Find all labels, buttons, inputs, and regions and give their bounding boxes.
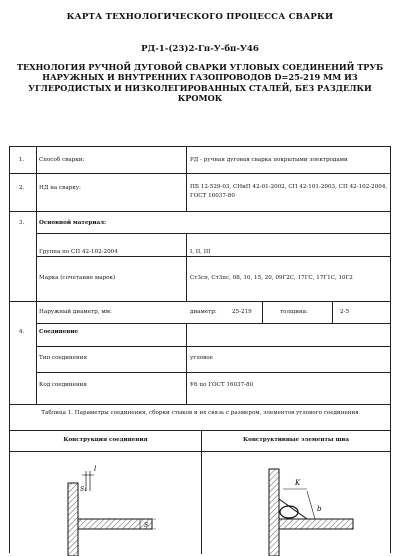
steel-grade-label: Марка (сочетание марок) bbox=[39, 275, 116, 281]
leg-label: K bbox=[295, 479, 301, 487]
value-column-divider bbox=[186, 233, 187, 301]
joint-design-header: Конструкция соединения bbox=[63, 437, 148, 443]
thickness-label: l bbox=[94, 465, 97, 473]
width-label: b bbox=[317, 505, 322, 513]
diameter-value: 25-219 bbox=[232, 309, 252, 315]
steel-group-value: I, II, III bbox=[190, 249, 211, 255]
steel-grade-value: Ст3сп, Ст3пс, 08, 10, 15, 20, 09Г2С, 17ГС, 17Г1С, 10Г2 bbox=[190, 275, 353, 281]
row-number: 1. bbox=[19, 157, 25, 163]
height-label: S bbox=[144, 522, 149, 529]
thickness-value: 2-5 bbox=[340, 309, 350, 315]
process-description: ТЕХНОЛОГИЯ РУЧНОЙ ДУГОВОЙ СВАРКИ УГЛОВЫХ СОЕДИНЕНИЙ ТРУБ НАРУЖНЫХ И ВНУТРЕННИХ ГАЗОПРОВОДОВ D=25-219 ММ ИЗ УГЛЕРОДИСТЫХ И НИЗКОЛЕГИРОВАННЫХ СТАЛЕЙ, БЕЗ РАЗДЕЛКИ КРОМОК bbox=[16, 62, 384, 103]
figure-column-divider bbox=[201, 430, 202, 554]
row-number: 3. bbox=[19, 220, 25, 226]
sub-divider bbox=[37, 372, 390, 373]
cell-divider bbox=[332, 301, 333, 323]
card-title: КАРТА ТЕХНОЛОГИЧЕСКОГО ПРОЦЕССА СВАРКИ bbox=[66, 12, 334, 22]
welding-method-value: РД - ручная дуговая сварка покрытыми электродами bbox=[190, 157, 348, 163]
number-column-divider bbox=[36, 147, 37, 404]
base-material-label: Основной материал: bbox=[39, 220, 107, 226]
diameter-key: диаметр: bbox=[190, 309, 217, 315]
dimension-line bbox=[307, 491, 315, 519]
weld-elements-header: Конструктивные элементы шва bbox=[243, 437, 349, 443]
row-divider bbox=[10, 211, 390, 212]
cell-divider bbox=[262, 301, 263, 323]
process-table bbox=[9, 146, 391, 553]
row-divider bbox=[10, 301, 390, 302]
sub-divider bbox=[37, 233, 390, 234]
horizontal-plate bbox=[279, 519, 353, 529]
joint-type-value: угловое bbox=[190, 355, 213, 361]
joint-label: Соединение bbox=[39, 329, 79, 335]
sub-divider bbox=[37, 323, 390, 324]
row-divider bbox=[10, 173, 390, 174]
joint-type-label: Тип соединения bbox=[39, 355, 87, 361]
regulations-value: ПБ 12-529-03, СНиП 42-01-2002, СП 42-101-2003, СП 42-102-2004, ГОСТ 16037-80 bbox=[190, 184, 388, 199]
sub-divider bbox=[37, 256, 390, 257]
gap-label: S₁ bbox=[80, 486, 87, 493]
regulations-label: НД на сварку: bbox=[39, 185, 81, 191]
value-column-divider bbox=[186, 323, 187, 404]
table-caption: Таблица 1. Параметры соединения, сборки стыков и их связь с размером, элементов углового соединения bbox=[41, 410, 359, 416]
row-number: 2. bbox=[19, 185, 25, 191]
joint-code-value: У6 по ГОСТ 16037-80 bbox=[190, 382, 254, 388]
row-divider bbox=[10, 404, 390, 405]
joint-code-label: Код соединения bbox=[39, 382, 87, 388]
steel-group-label: Группа по СП 42-102-2004 bbox=[39, 249, 118, 255]
horizontal-plate bbox=[78, 519, 152, 529]
value-column-divider bbox=[186, 147, 187, 211]
vertical-pipe-wall bbox=[269, 469, 279, 556]
weld-elements-drawing bbox=[255, 461, 355, 556]
sub-divider bbox=[37, 346, 390, 347]
row-number: 4. bbox=[19, 329, 25, 335]
vertical-pipe-wall bbox=[68, 483, 78, 556]
thickness-key: толщина: bbox=[280, 309, 308, 315]
outer-diameter-label: Наружный диаметр, мм: bbox=[39, 309, 112, 315]
row-divider bbox=[10, 430, 390, 431]
joint-design-drawing bbox=[60, 461, 160, 556]
document-code: РД-1-(23)2-Гп-У-бп-У46 bbox=[141, 44, 259, 54]
welding-method-label: Способ сварки: bbox=[39, 157, 85, 163]
row-divider bbox=[10, 451, 390, 452]
